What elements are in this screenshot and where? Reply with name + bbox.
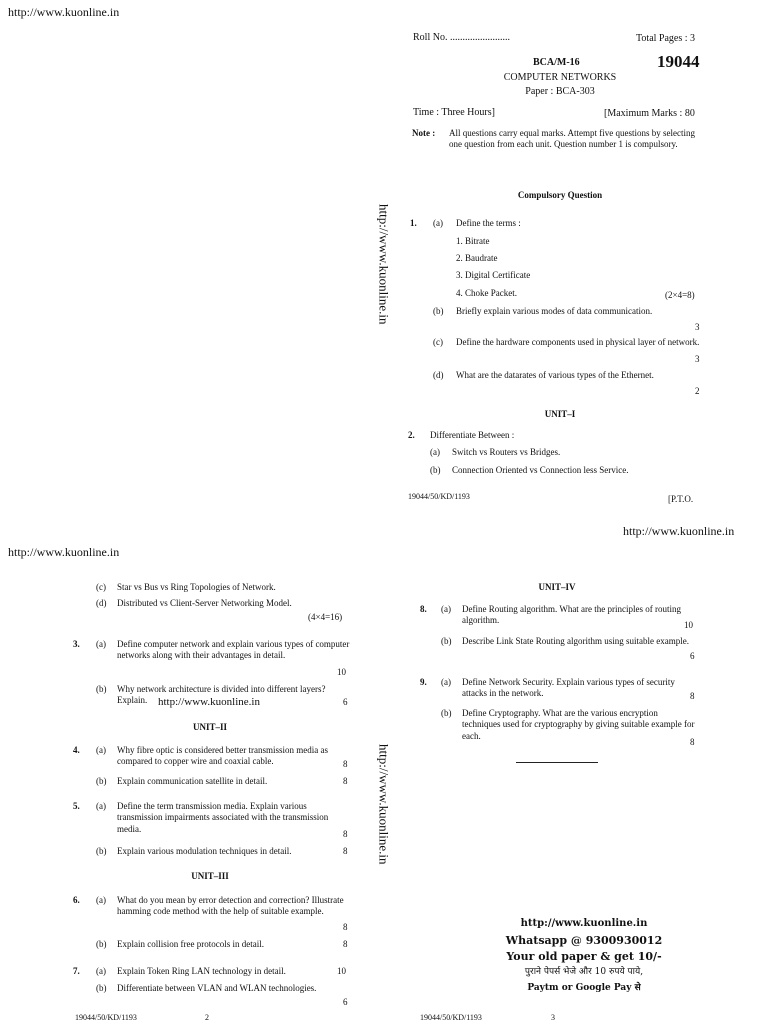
max-marks: [Maximum Marks : 80 [604,108,695,119]
q1c-label: (c) [433,337,443,347]
note-label: Note : [412,128,436,138]
q1a-label: (a) [433,218,443,228]
promo-whatsapp: Whatsapp @ 9300930012 [505,934,663,947]
q1a-item: 1. Bitrate [456,236,490,246]
q7a-marks: 10 [337,966,346,976]
page2-footer-code: 19044/50/KD/1193 [75,1013,137,1022]
q8b-marks: 6 [690,651,695,661]
q2c-label: (c) [96,582,106,592]
total-pages: Total Pages : 3 [636,33,696,44]
q4b-label: (b) [96,776,107,786]
watermark-url-inline[interactable]: http://www.kuonline.in [158,696,260,708]
q7b-marks: 6 [343,997,348,1007]
q1a-item: 2. Baudrate [456,253,498,263]
q6a-label: (a) [96,895,106,905]
q5a-label: (a) [96,801,106,811]
paper-title: Paper : BCA-303 [525,86,595,97]
q7b-label: (b) [96,983,107,993]
q2-marks: (4×4=16) [308,612,343,622]
q2d-text: Distributed vs Client-Server Networking Model. [117,598,292,608]
q9a-marks: 8 [690,691,695,701]
q1b-text: Briefly explain various modes of data communication. [456,306,653,316]
q2a-label: (a) [430,447,440,457]
q1a-text: Define the terms : [456,218,521,228]
q9b-label: (b) [441,708,452,718]
q2-text: Differentiate Between : [430,430,515,440]
q1c-marks: 3 [695,354,700,364]
q5b-label: (b) [96,846,107,856]
unit-2-heading: UNIT–II [192,722,227,732]
q8-number: 8. [420,604,427,614]
q1d-text: What are the datarates of various types of the Ethernet. [456,370,654,380]
watermark-url-vertical-1[interactable]: http://www.kuonline.in [376,204,392,325]
pto: [P.T.O. [668,494,694,504]
q6b-text: Explain collision free protocols in detail. [117,939,264,949]
note-text: All questions carry equal marks. Attempt five questions by selecting one question from each unit. Question number 1 is compulsory. [449,128,695,150]
q4a-label: (a) [96,745,106,755]
unit-4-heading: UNIT–IV [538,582,576,592]
watermark-url-mid-left[interactable]: http://www.kuonline.in [8,545,120,559]
q9-number: 9. [420,677,427,687]
q9b-marks: 8 [690,737,695,747]
q1a-marks: (2×4=8) [665,290,695,300]
q6a-marks: 8 [343,922,348,932]
q3a-label: (a) [96,639,106,649]
promo-payment: Paytm or Google Pay से [527,983,641,993]
q1b-marks: 3 [695,322,700,332]
q2-number: 2. [408,430,415,440]
subject-title: COMPUTER NETWORKS [503,72,617,83]
q5b-marks: 8 [343,846,348,856]
course-code: BCA/M-16 [533,57,580,68]
q4-number: 4. [73,745,80,755]
q3b-marks: 6 [343,697,348,707]
q2b-label: (b) [430,465,441,475]
q1-number: 1. [410,218,417,228]
q4a-text: Why fibre optic is considered better transmission media as compared to copper wire and coaxial cable. [117,745,328,767]
q3-number: 3. [73,639,80,649]
q2d-label: (d) [96,598,107,608]
compulsory-heading: Compulsory Question [517,190,603,200]
q6-number: 6. [73,895,80,905]
q9a-text: Define Network Security. Explain various types of security attacks in the network. [462,677,675,699]
q8b-label: (b) [441,636,452,646]
q7b-text: Differentiate between VLAN and WLAN technologies. [117,983,317,993]
q3a-text: Define computer network and explain various types of computer networks along with their advantages in detail. [117,639,350,661]
promo-offer: Your old paper & get 10/- [506,950,662,963]
q1c-text: Define the hardware components used in physical layer of network. [456,337,700,347]
end-divider [516,762,598,763]
unit-1-heading: UNIT–I [544,409,576,419]
watermark-url-top-left[interactable]: http://www.kuonline.in [8,5,120,19]
page1-footer-code: 19044/50/KD/1193 [408,492,470,501]
q1d-label: (d) [433,370,444,380]
promo-url[interactable]: http://www.kuonline.in [520,918,648,929]
promo-hindi: पुराने पेपर्स भेजे और 10 रुपये पाये, [524,967,644,977]
q8a-text: Define Routing algorithm. What are the principles of routing algorithm. [462,604,682,626]
q8a-label: (a) [441,604,451,614]
q7-number: 7. [73,966,80,976]
q6a-text: What do you mean by error detection and correction? Illustrate hamming code method with the help of suitable example. [117,895,344,917]
page3-number: 3 [551,1013,555,1022]
q6b-marks: 8 [343,939,348,949]
q5-number: 5. [73,801,80,811]
q8a-marks: 10 [684,620,693,630]
time-allowed: Time : Three Hours] [413,107,495,118]
q4a-marks: 8 [343,759,348,769]
q7a-text: Explain Token Ring LAN technology in detail. [117,966,286,976]
watermark-url-vertical-2[interactable]: http://www.kuonline.in [376,744,392,865]
q3b-label: (b) [96,684,107,694]
unit-3-heading: UNIT–III [191,871,229,881]
q9b-text: Define Cryptography. What are the various encryption techniques used for cryptography by giving suitable example for each. [462,708,695,741]
q4b-text: Explain communication satellite in detail. [117,776,268,786]
q5a-marks: 8 [343,829,348,839]
q5b-text: Explain various modulation techniques in detail. [117,846,292,856]
q1a-item: 4. Choke Packet. [456,288,517,298]
roll-number: Roll No. ........................ [413,32,510,43]
q1b-label: (b) [433,306,444,316]
page3-footer-code: 19044/50/KD/1193 [420,1013,482,1022]
q5a-text: Define the term transmission media. Explain various transmission impairments associated with the transmission media. [117,801,329,834]
q1d-marks: 2 [695,386,700,396]
q6b-label: (b) [96,939,107,949]
q2a-text: Switch vs Routers vs Bridges. [452,447,561,457]
q8b-text: Describe Link State Routing algorithm using suitable example. [462,636,689,646]
q3a-marks: 10 [337,667,346,677]
q3b-text: Why network architecture is divided into different layers? Explain. [117,684,326,706]
q2b-text: Connection Oriented vs Connection less Service. [452,465,629,475]
q1a-item: 3. Digital Certificate [456,270,531,280]
q7a-label: (a) [96,966,106,976]
q9a-label: (a) [441,677,451,687]
q2c-text: Star vs Bus vs Ring Topologies of Network. [117,582,276,592]
page2-number: 2 [205,1013,209,1022]
q4b-marks: 8 [343,776,348,786]
watermark-url-mid-right[interactable]: http://www.kuonline.in [623,524,735,538]
paper-code: 19044 [657,52,700,71]
